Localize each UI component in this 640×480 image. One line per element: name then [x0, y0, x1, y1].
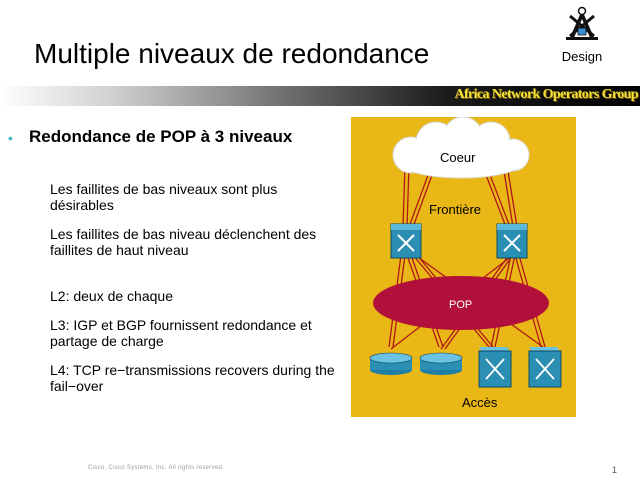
access-router-1	[370, 353, 412, 375]
access-label: Accès	[462, 395, 498, 410]
page-number: 1	[612, 465, 618, 475]
bullet-icon: •	[8, 130, 13, 146]
section-label: Design	[561, 49, 603, 64]
access-switch-2	[529, 347, 561, 387]
border-label: Frontière	[429, 202, 482, 217]
sub-bullet: L2: deux de chaque	[50, 288, 173, 304]
header-banner	[0, 86, 640, 106]
access-switch-1	[479, 347, 511, 387]
core-label: Coeur	[440, 150, 476, 165]
sub-bullet: Les faillites de bas niveau déclenchent des faillites de haut niveau	[50, 226, 317, 258]
organization-banner-text: Africa Network Operators Group	[454, 87, 638, 102]
sub-bullet: L3: IGP et BGP fournissent redondance et partage de charge	[50, 317, 312, 349]
copyright-footer: Cisco, Cisco Systems, Inc. All rights reserved.	[88, 465, 225, 471]
access-router-2	[420, 353, 462, 375]
slide-title: Multiple niveaux de redondance	[34, 38, 430, 69]
pop-label: POP	[449, 299, 473, 311]
sub-bullet: Les faillites de bas niveaux sont plus désirables	[50, 181, 278, 213]
main-bullet: Redondance de POP à 3 niveaux	[29, 127, 293, 146]
design-badge	[552, 6, 612, 68]
border-router-right	[497, 224, 527, 258]
core-cloud	[393, 117, 529, 178]
compass-square-icon	[562, 6, 602, 46]
border-router-left	[391, 224, 421, 258]
sub-bullet: L4: TCP re−transmissions recovers during the fail−over	[50, 362, 335, 394]
pop-redundancy-diagram	[351, 117, 576, 417]
